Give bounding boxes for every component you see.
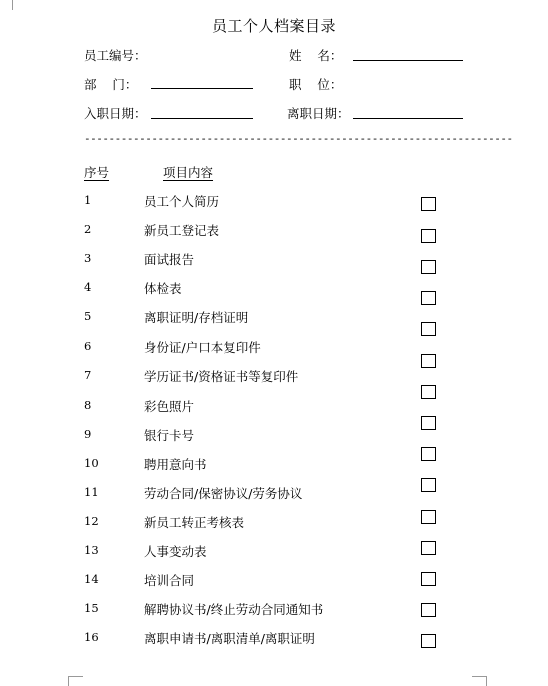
- department-label: 部 门：: [84, 77, 138, 92]
- checkbox[interactable]: [421, 478, 436, 492]
- checkbox[interactable]: [421, 197, 436, 211]
- page-corner-mark-top-left: [0, 0, 13, 10]
- checkbox[interactable]: [421, 510, 436, 524]
- checkbox[interactable]: [421, 354, 436, 368]
- checkbox[interactable]: [421, 260, 436, 274]
- dashed-separator: ----------------------------------------------------------------------: [84, 132, 513, 145]
- row-number: 13: [84, 543, 99, 557]
- checkbox[interactable]: [421, 634, 436, 648]
- hire-date-input-line[interactable]: [151, 118, 253, 119]
- row-item-text: 体检表: [144, 281, 182, 296]
- checkbox[interactable]: [421, 572, 436, 586]
- department-input-line[interactable]: [151, 88, 253, 89]
- hire-date-label: 入职日期：: [84, 106, 147, 121]
- row-number: 12: [84, 514, 99, 528]
- checkbox[interactable]: [421, 291, 436, 305]
- row-item-text: 面试报告: [144, 252, 195, 267]
- row-number: 4: [84, 280, 92, 294]
- row-number: 14: [84, 572, 99, 586]
- row-item-text: 离职证明/存档证明: [144, 310, 249, 325]
- name-input-line[interactable]: [353, 60, 463, 61]
- row-number: 15: [84, 601, 99, 615]
- row-number: 3: [84, 251, 92, 265]
- checkbox[interactable]: [421, 229, 436, 243]
- checkbox[interactable]: [421, 447, 436, 461]
- header-content: 项目内容: [163, 165, 214, 180]
- employee-no-label: 员工编号：: [84, 48, 147, 63]
- row-number: 2: [84, 222, 92, 236]
- row-item-text: 新员工转正考核表: [144, 515, 245, 530]
- checkbox[interactable]: [421, 416, 436, 430]
- row-item-text: 聘用意向书: [144, 457, 207, 472]
- leave-date-label: 离职日期：: [287, 106, 350, 121]
- document-title: 员工个人档案目录: [211, 17, 336, 35]
- row-item-text: 员工个人简历: [144, 194, 220, 209]
- row-number: 6: [84, 339, 92, 353]
- row-number: 10: [84, 456, 99, 470]
- row-item-text: 解聘协议书/终止劳动合同通知书: [144, 602, 324, 617]
- row-number: 16: [84, 630, 99, 644]
- page-corner-mark-bottom-left: [68, 676, 83, 686]
- page-corner-mark-bottom-right: [472, 676, 487, 686]
- row-item-text: 身份证/户口本复印件: [144, 340, 261, 355]
- row-item-text: 学历证书/资格证书等复印件: [144, 369, 299, 384]
- row-item-text: 新员工登记表: [144, 223, 220, 238]
- leave-date-input-line[interactable]: [353, 118, 463, 119]
- row-number: 8: [84, 398, 92, 412]
- row-item-text: 培训合同: [144, 573, 195, 588]
- header-index: 序号: [84, 165, 110, 180]
- name-label: 姓 名：: [289, 48, 343, 63]
- checkbox[interactable]: [421, 541, 436, 555]
- row-item-text: 彩色照片: [144, 399, 195, 414]
- row-number: 5: [84, 309, 92, 323]
- position-label: 职 位：: [289, 77, 343, 92]
- checkbox[interactable]: [421, 385, 436, 399]
- row-number: 11: [84, 485, 99, 499]
- checkbox[interactable]: [421, 603, 436, 617]
- row-item-text: 人事变动表: [144, 544, 207, 559]
- row-number: 9: [84, 427, 92, 441]
- row-number: 7: [84, 368, 92, 382]
- row-item-text: 离职申请书/离职清单/离职证明: [144, 631, 315, 646]
- row-number: 1: [84, 193, 92, 207]
- row-item-text: 劳动合同/保密协议/劳务协议: [144, 486, 303, 501]
- checkbox[interactable]: [421, 322, 436, 336]
- row-item-text: 银行卡号: [144, 428, 195, 443]
